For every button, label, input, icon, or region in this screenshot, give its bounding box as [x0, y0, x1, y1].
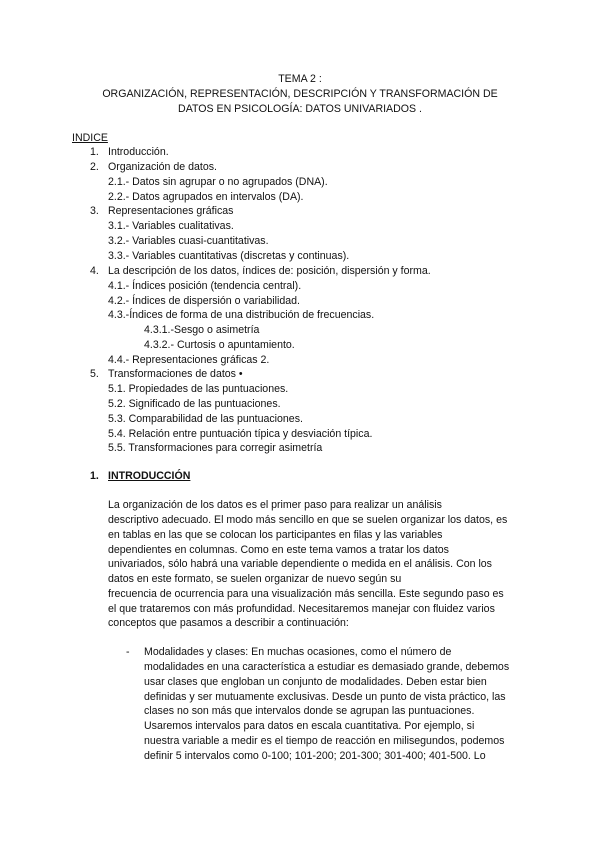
paragraph-line: descriptivo adecuado. El modo más sencillo en que se suelen organizar los datos, es: [108, 514, 508, 526]
index-subitem: 5.1. Propiedades de las puntuaciones.: [108, 383, 289, 395]
index-subitem: 5.4. Relación entre puntuación típica y desviación típica.: [108, 428, 373, 440]
index-item-number: 4.: [90, 265, 99, 277]
index-item-number: 1.: [90, 146, 99, 158]
index-subsubitem: 4.3.1.-Sesgo o asimetría: [144, 324, 260, 336]
index-item: Representaciones gráficas: [108, 205, 234, 217]
bullet-marker: -: [126, 646, 130, 658]
document-title-line-3: DATOS EN PSICOLOGÍA: DATOS UNIVARIADOS .: [178, 103, 422, 115]
bullet-line: Usaremos intervalos para datos en escala cuantitativa. Por ejemplo, si: [144, 720, 475, 732]
index-subitem: 5.2. Significado de las puntuaciones.: [108, 398, 281, 410]
index-subitem: 2.2.- Datos agrupados en intervalos (DA).: [108, 191, 304, 203]
bullet-line: usar clases que engloban un conjunto de modalidades. Deben estar bien: [144, 676, 487, 688]
index-subitem: 5.5. Transformaciones para corregir asimetría: [108, 442, 323, 454]
bullet-line: definir 5 intervalos como 0-100; 101-200; 201-300; 301-400; 401-500. Lo: [144, 750, 486, 762]
paragraph-line: La organización de los datos es el primer paso para realizar un análisis: [108, 499, 442, 511]
document-title-line-2: ORGANIZACIÓN, REPRESENTACIÓN, DESCRIPCIÓN Y TRANSFORMACIÓN DE: [102, 88, 498, 100]
paragraph-line: frecuencia de ocurrencia para una visualización más sencilla. Este segundo paso es: [108, 588, 504, 600]
paragraph-line: el que trataremos con más profundidad. Necesitaremos manejar con fluidez varios: [108, 603, 495, 615]
bullet-line: modalidades en una característica a estudiar es demasiado grande, debemos: [144, 661, 510, 673]
index-subitem: 2.1.- Datos sin agrupar o no agrupados (DNA).: [108, 176, 328, 188]
index-item-number: 2.: [90, 161, 99, 173]
index-subitem: 4.1.- Índices posición (tendencia central).: [108, 280, 302, 292]
index-item: La descripción de los datos, índices de: posición, dispersión y forma.: [108, 265, 431, 277]
bullet-line: nuestra variable a medir es el tiempo de reacción en milisegundos, podemos: [144, 735, 505, 747]
index-item-number: 5.: [90, 368, 99, 380]
paragraph-line: dependientes en columnas. Como en este tema vamos a tratar los datos: [108, 544, 449, 556]
paragraph-line: en tablas en las que se colocan los participantes en filas y las variables: [108, 529, 443, 541]
index-subitem: 3.1.- Variables cualitativas.: [108, 220, 234, 232]
index-item: Introducción.: [108, 146, 169, 158]
index-subitem: 5.3. Comparabilidad de las puntuaciones.: [108, 413, 303, 425]
index-subitem: 3.3.- Variables cuantitativas (discretas y continuas).: [108, 250, 350, 262]
bullet-line: definidas y ser mutuamente exclusivas. Desde un punto de vista práctico, las: [144, 691, 506, 703]
paragraph-line: datos en este formato, se suelen organizar de nuevo según su: [108, 573, 402, 585]
section-heading: INTRODUCCIÓN: [108, 470, 191, 482]
index-subitem: 4.3.-Índices de forma de una distribución de frecuencias.: [108, 309, 375, 321]
paragraph-line: conceptos que pasamos a describir a continuación:: [108, 617, 349, 629]
paragraph-line: univariados, sólo habrá una variable dependiente o medida en el análisis. Con los: [108, 558, 492, 570]
document-title-line-1: TEMA 2 :: [278, 73, 322, 85]
index-subitem: 4.4.- Representaciones gráficas 2.: [108, 354, 270, 366]
index-heading: INDICE: [72, 132, 108, 144]
section-number: 1.: [90, 470, 99, 482]
bullet-line: clases no son más que intervalos donde se agrupan las puntuaciones.: [144, 705, 475, 717]
index-item-number: 3.: [90, 205, 99, 217]
index-item: Transformaciones de datos •: [108, 368, 243, 380]
index-subitem: 4.2.- Índices de dispersión o variabilidad.: [108, 295, 300, 307]
index-subitem: 3.2.- Variables cuasi-cuantitativas.: [108, 235, 269, 247]
index-subsubitem: 4.3.2.- Curtosis o apuntamiento.: [144, 339, 295, 351]
index-item: Organización de datos.: [108, 161, 217, 173]
bullet-line: Modalidades y clases: En muchas ocasiones, como el número de: [144, 646, 452, 658]
